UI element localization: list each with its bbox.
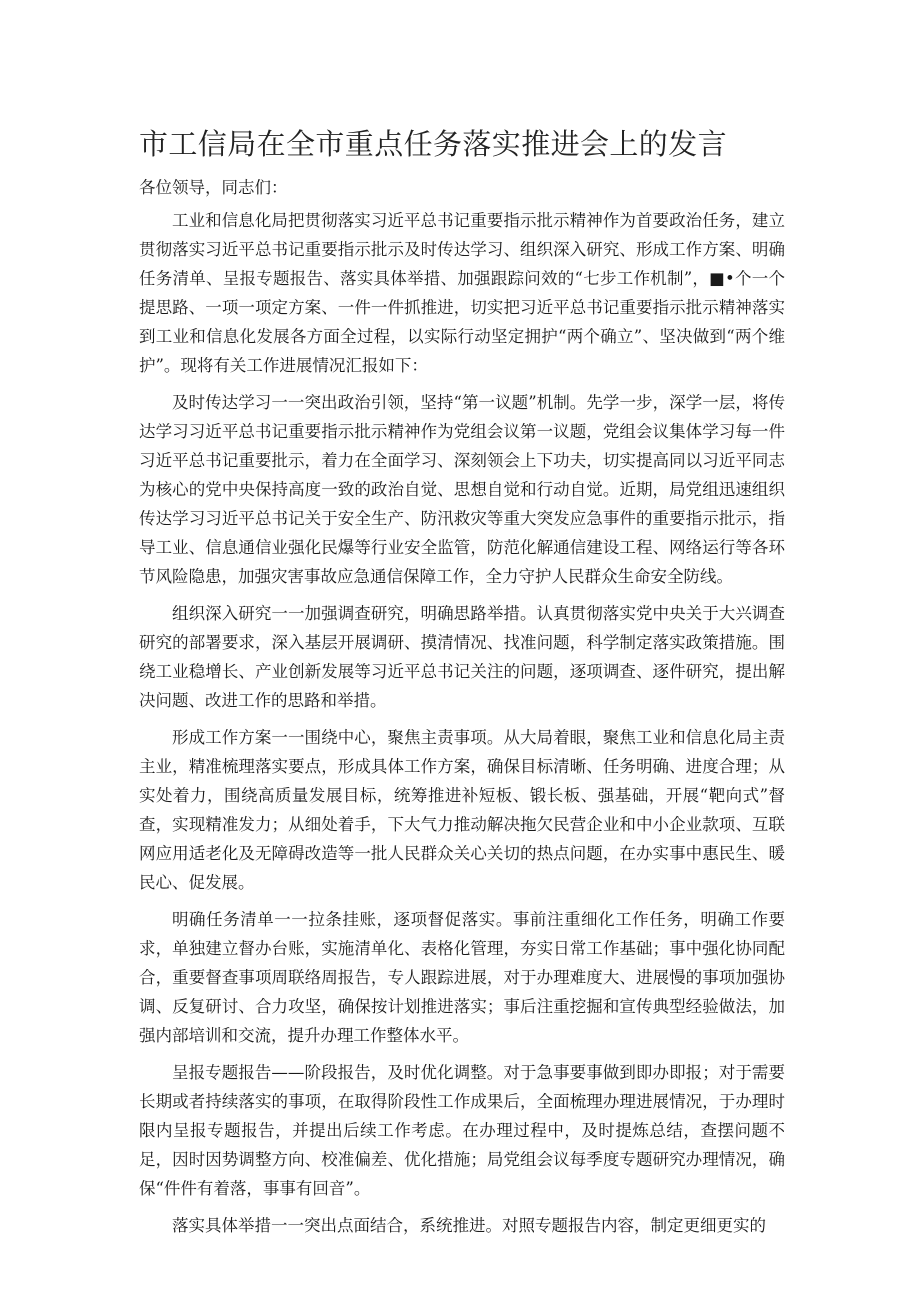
paragraph-task-list: 明确任务清单一一拉条挂账，逐项督促落实。事前注重细化工作任务，明确工作要求，单独建立督办台账，实施清单化、表格化管理，夯实日常工作基础；事中强化协同配合，重要督查事项周联络周报告，专人跟踪进展，对于办理难度大、进展慢的事项加强协调、反复研讨、合力攻坚，确保按计划推进落实；事后注重挖掘和宣传典型经验做法，加强内部培训和交流，提升办理工作整体水平。 — [139, 910, 785, 1045]
paragraph-report: 呈报专题报告——阶段报告，及时优化调整。对于急事要事做到即办即报；对于需要长期或者持续落实的事项，在取得阶段性工作成果后，全面梳理办理进展情况，于办理时限内呈报专题报告，并提出后续工作考虑。在办理过程中，及时提炼总结，查摆问题不足，因时因势调整方向、校准偏差、优化措施；局党组会议每季度专题研究办理情况，确保“件件有着落，事事有回音”。 — [139, 1063, 785, 1198]
paragraph-research: 组织深入研究一一加强调查研究，明确思路举措。认真贯彻落实党中央关于大兴调查研究的部署要求，深入基层开展调研、摸清情况、找准问题，科学制定落实政策措施。围绕工业稳增长、产业创新发展等习近平总书记关注的问题，逐项调查、逐件研究，提出解决问题、改进工作的思路和举措。 — [139, 604, 785, 710]
page-title: 市工信局在全市重点任务落实推进会上的发言 — [139, 127, 728, 161]
paragraph-plan: 形成工作方案一一围绕中心，聚焦主责事项。从大局着眼，聚焦工业和信息化局主责主业，精准梳理落实要点，形成具体工作方案，确保目标清晰、任务明确、进度合理；从实处着力，围绕高质量发展目标，统筹推进补短板、锻长板、强基础，开展“靶向式”督查，实现精准发力；从细处着手，下大气力推动解决拖欠民营企业和中小企业款项、互联网应用适老化及无障碍改造等一批人民群众关心关切的热点问题，在办实事中惠民生、暖民心、促发展。 — [139, 728, 785, 892]
body-text — [139, 206, 785, 1248]
salutation: 各位领导，同志们： — [139, 178, 288, 197]
paragraph-implement: 落实具体举措一一突出点面结合，系统推进。对照专题报告内容，制定更细更实的 — [172, 1216, 766, 1235]
paragraph-study: 及时传达学习一一突出政治引领，坚持“第一议题”机制。先学一步，深学一层，将传达学习习近平总书记重要指示批示精神作为党组会议第一议题，党组会议集体学习每一件习近平总书记重要批示，着力在全面学习、深刻领会上下功夫，切实提高同以习近平同志为核心的党中央保持高度一致的政治自觉、思想自觉和行动自觉。近期，局党组迅速组织传达学习习近平总书记关于安全生产、防汛救灾等重大突发应急事件的重要指示批示，指导工业、信息通信业强化民爆等行业安全监管，防范化解通信建设工程、网络运行等各环节风险隐患，加强灾害事故应急通信保障工作，全力守护人民群众生命安全防线。 — [139, 393, 785, 586]
paragraph-intro: 工业和信息化局把贯彻落实习近平总书记重要指示批示精神作为首要政治任务，建立贯彻落实习近平总书记重要指示批示及时传达学习、组织深入研究、形成工作方案、明确任务清单、呈报专题报告、落实具体举措、加强跟踪问效的“七步工作机制”，■•个一个提思路、一项一项定方案、一件一件抓推进，切实把习近平总书记重要指示批示精神落实到工业和信息化发展各方面全过程，以实际行动坚定拥护“两个确立”、坚决做到“两个维护”。现将有关工作进展情况汇报如下： — [139, 211, 785, 375]
